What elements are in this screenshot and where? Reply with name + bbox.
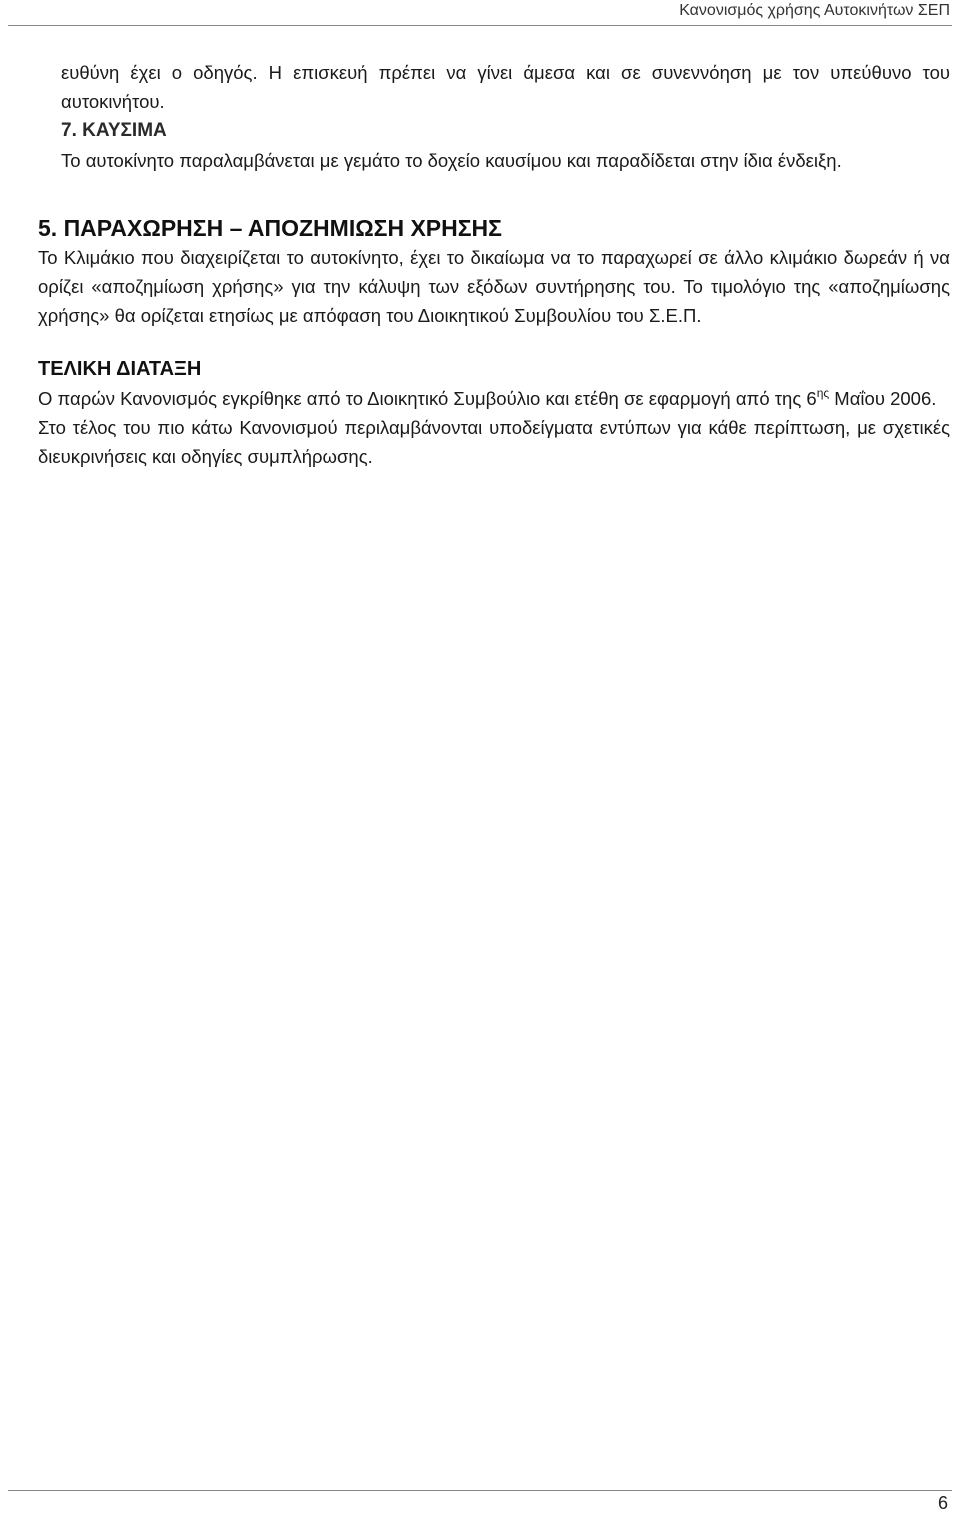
- intro-paragraph: ευθύνη έχει ο οδηγός. Η επισκευή πρέπει να γίνει άμεσα και σε συνεννόηση με τον υπεύθυνο του αυτοκινήτου.: [61, 62, 950, 112]
- section-7-block: [38, 58, 950, 175]
- final-paragraph-forms: Στο τέλος του πιο κάτω Κανονισμού περιλαμβάνονται υποδείγματα εντύπων για κάθε περίπτωση, με σχετικές διευκρινήσεις και οδηγίες συμπλήρωσης.: [38, 417, 950, 467]
- section-5-heading: 5. ΠΑΡΑΧΩΡΗΣΗ – ΑΠΟΖΗΜΙΩΣΗ ΧΡΗΣΗΣ: [38, 215, 502, 241]
- header-divider: [8, 25, 952, 26]
- page-number: 6: [937, 1493, 948, 1513]
- final-paragraph-approval-main: Ο παρών Κανονισμός εγκρίθηκε από το Διοικητικό Συμβούλιο και ετέθη σε εφαρμογή από της 6: [38, 388, 817, 409]
- footer-divider: [8, 1490, 952, 1491]
- document-body: [38, 58, 950, 471]
- fuel-heading: 7. ΚΑΥΣΙΜΑ: [61, 120, 167, 141]
- ordinal-suffix: ης: [816, 386, 830, 400]
- page-header-title: Κανονισμός χρήσης Αυτοκινήτων ΣΕΠ: [679, 2, 950, 19]
- fuel-paragraph: Το αυτοκίνητο παραλαμβάνεται με γεμάτο το δοχείο καυσίμου και παραδίδεται στην ίδια ένδειξη.: [61, 150, 842, 171]
- final-provision-heading: ΤΕΛΙΚΗ ΔΙΑΤΑΞΗ: [38, 358, 202, 380]
- section-5-paragraph: Το Κλιμάκιο που διαχειρίζεται το αυτοκίνητο, έχει το δικαίωμα να το παραχωρεί σε άλλο κλιμάκιο δωρεάν ή να ορίζει «αποζημίωση χρήσης» για την κάλυψη των εξόδων συντήρησης του. Το τιμολόγιο της «αποζημίωσης χρήσης» θα ορίζεται ετησίως με απόφαση του Διοικητικού Συμβουλίου του Σ.Ε.Π.: [38, 247, 950, 326]
- final-paragraph-approval: [38, 384, 950, 413]
- final-paragraph-approval-date: Μαΐου 2006.: [829, 388, 937, 409]
